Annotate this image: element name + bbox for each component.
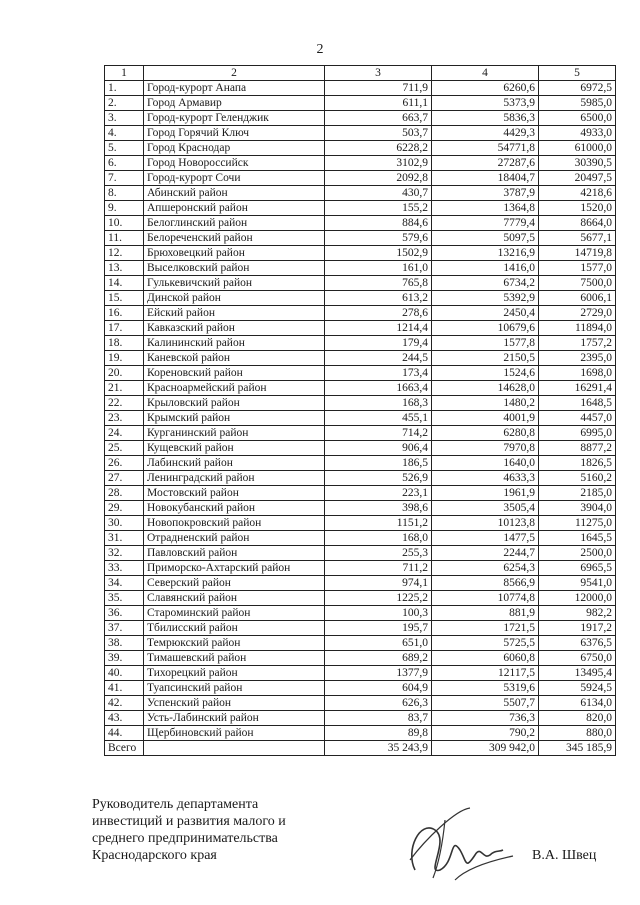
value-col4-cell: 10123,8 <box>432 516 539 531</box>
row-number-cell: 23. <box>105 411 144 426</box>
value-col3-cell: 714,2 <box>325 426 432 441</box>
value-col5-cell: 1698,0 <box>539 366 616 381</box>
municipality-cell: Белоглинский район <box>144 216 325 231</box>
value-col5-cell: 880,0 <box>539 726 616 741</box>
row-number-cell: 7. <box>105 171 144 186</box>
table-row <box>105 381 616 396</box>
value-col3-cell: 1151,2 <box>325 516 432 531</box>
value-col3-cell: 689,2 <box>325 651 432 666</box>
value-col5-cell: 2500,0 <box>539 546 616 561</box>
header-cell: 1 <box>105 66 144 81</box>
value-col5-cell: 11275,0 <box>539 516 616 531</box>
row-number-cell: 17. <box>105 321 144 336</box>
table-row <box>105 456 616 471</box>
table-row <box>105 186 616 201</box>
municipality-cell: Павловский район <box>144 546 325 561</box>
municipality-cell: Ленинградский район <box>144 471 325 486</box>
value-col3-cell: 1225,2 <box>325 591 432 606</box>
value-col5-cell: 820,0 <box>539 711 616 726</box>
value-col3-cell: 244,5 <box>325 351 432 366</box>
municipality-cell: Мостовский район <box>144 486 325 501</box>
municipality-cell: Староминский район <box>144 606 325 621</box>
value-col3-cell: 179,4 <box>325 336 432 351</box>
value-col5-cell: 6500,0 <box>539 111 616 126</box>
total-label-cell: Всего <box>105 741 144 756</box>
table-row <box>105 276 616 291</box>
municipality-cell: Лабинский район <box>144 456 325 471</box>
value-col4-cell: 1524,6 <box>432 366 539 381</box>
value-col4-cell: 6260,6 <box>432 81 539 96</box>
municipality-cell: Город-курорт Геленджик <box>144 111 325 126</box>
value-col4-cell: 1416,0 <box>432 261 539 276</box>
table-row <box>105 591 616 606</box>
table-row <box>105 561 616 576</box>
value-col3-cell: 1663,4 <box>325 381 432 396</box>
value-col5-cell: 6006,1 <box>539 291 616 306</box>
municipality-cell: Курганинский район <box>144 426 325 441</box>
municipality-cell: Абинский район <box>144 186 325 201</box>
value-col3-cell: 168,3 <box>325 396 432 411</box>
row-number-cell: 24. <box>105 426 144 441</box>
row-number-cell: 25. <box>105 441 144 456</box>
municipality-cell: Кущевский район <box>144 441 325 456</box>
value-col3-cell: 579,6 <box>325 231 432 246</box>
table-row <box>105 426 616 441</box>
value-col4-cell: 1721,5 <box>432 621 539 636</box>
row-number-cell: 29. <box>105 501 144 516</box>
value-col5-cell: 5985,0 <box>539 96 616 111</box>
table-row <box>105 621 616 636</box>
value-col3-cell: 651,0 <box>325 636 432 651</box>
value-col3-cell: 663,7 <box>325 111 432 126</box>
value-col5-cell: 61000,0 <box>539 141 616 156</box>
municipality-cell: Тбилисский район <box>144 621 325 636</box>
value-col5-cell: 1645,5 <box>539 531 616 546</box>
value-col4-cell: 2244,7 <box>432 546 539 561</box>
table-row <box>105 156 616 171</box>
table-row <box>105 486 616 501</box>
table-row <box>105 291 616 306</box>
value-col3-cell: 711,2 <box>325 561 432 576</box>
row-number-cell: 9. <box>105 201 144 216</box>
value-col3-cell: 430,7 <box>325 186 432 201</box>
municipality-cell: Туапсинский район <box>144 681 325 696</box>
row-number-cell: 41. <box>105 681 144 696</box>
municipality-cell: Город Новороссийск <box>144 156 325 171</box>
value-col5-cell: 9541,0 <box>539 576 616 591</box>
row-number-cell: 35. <box>105 591 144 606</box>
value-col3-cell: 1377,9 <box>325 666 432 681</box>
value-col4-cell: 7779,4 <box>432 216 539 231</box>
table-row <box>105 351 616 366</box>
value-col5-cell: 1520,0 <box>539 201 616 216</box>
row-number-cell: 28. <box>105 486 144 501</box>
header-cell: 2 <box>144 66 325 81</box>
row-number-cell: 30. <box>105 516 144 531</box>
municipality-cell: Динской район <box>144 291 325 306</box>
value-col4-cell: 736,3 <box>432 711 539 726</box>
table-row <box>105 231 616 246</box>
table-row <box>105 516 616 531</box>
value-col4-cell: 10679,6 <box>432 321 539 336</box>
value-col3-cell: 6228,2 <box>325 141 432 156</box>
value-col4-cell: 1961,9 <box>432 486 539 501</box>
municipality-cell: Город Горячий Ключ <box>144 126 325 141</box>
table-row <box>105 111 616 126</box>
table-row <box>105 126 616 141</box>
value-col5-cell: 1826,5 <box>539 456 616 471</box>
row-number-cell: 43. <box>105 711 144 726</box>
table-row <box>105 81 616 96</box>
value-col3-cell: 765,8 <box>325 276 432 291</box>
value-col3-cell: 455,1 <box>325 411 432 426</box>
value-col5-cell: 6376,5 <box>539 636 616 651</box>
value-col3-cell: 3102,9 <box>325 156 432 171</box>
table-row <box>105 321 616 336</box>
municipality-cell: Приморско-Ахтарский район <box>144 561 325 576</box>
value-col4-cell: 3505,4 <box>432 501 539 516</box>
table-row <box>105 216 616 231</box>
municipality-cell: Город Краснодар <box>144 141 325 156</box>
row-number-cell: 34. <box>105 576 144 591</box>
value-col5-cell: 20497,5 <box>539 171 616 186</box>
row-number-cell: 39. <box>105 651 144 666</box>
signature-line: инвестиций и развития малого и <box>92 814 286 829</box>
table-row <box>105 96 616 111</box>
municipality-cell: Ейский район <box>144 306 325 321</box>
value-col3-cell: 1214,4 <box>325 321 432 336</box>
municipality-cell: Апшеронский район <box>144 201 325 216</box>
table-row <box>105 501 616 516</box>
value-col4-cell: 14628,0 <box>432 381 539 396</box>
value-col3-cell: 168,0 <box>325 531 432 546</box>
value-col5-cell: 2395,0 <box>539 351 616 366</box>
municipality-cell: Отрадненский район <box>144 531 325 546</box>
value-col3-cell: 223,1 <box>325 486 432 501</box>
municipality-cell: Славянский район <box>144 591 325 606</box>
row-number-cell: 18. <box>105 336 144 351</box>
value-col4-cell: 54771,8 <box>432 141 539 156</box>
table-row <box>105 636 616 651</box>
row-number-cell: 27. <box>105 471 144 486</box>
value-col4-cell: 4429,3 <box>432 126 539 141</box>
value-col4-cell: 5507,7 <box>432 696 539 711</box>
row-number-cell: 38. <box>105 636 144 651</box>
value-col4-cell: 12117,5 <box>432 666 539 681</box>
row-number-cell: 1. <box>105 81 144 96</box>
table-row <box>105 471 616 486</box>
value-col3-cell: 2092,8 <box>325 171 432 186</box>
value-col5-cell: 7500,0 <box>539 276 616 291</box>
table-row <box>105 201 616 216</box>
value-col5-cell: 2185,0 <box>539 486 616 501</box>
table-row <box>105 141 616 156</box>
value-col4-cell: 5097,5 <box>432 231 539 246</box>
table-row <box>105 576 616 591</box>
value-col3-cell: 974,1 <box>325 576 432 591</box>
value-col3-cell: 906,4 <box>325 441 432 456</box>
signature-line: среднего предпринимательства <box>92 831 278 846</box>
municipality-cell: Кореновский район <box>144 366 325 381</box>
value-col3-cell: 398,6 <box>325 501 432 516</box>
value-col5-cell: 5924,5 <box>539 681 616 696</box>
value-col5-cell: 12000,0 <box>539 591 616 606</box>
value-col5-cell: 4218,6 <box>539 186 616 201</box>
municipality-cell: Темрюкский район <box>144 636 325 651</box>
value-col3-cell: 711,9 <box>325 81 432 96</box>
table-row <box>105 696 616 711</box>
value-col4-cell: 5725,5 <box>432 636 539 651</box>
value-col5-cell: 6134,0 <box>539 696 616 711</box>
municipality-cell: Крымский район <box>144 411 325 426</box>
page-number: 2 <box>316 42 324 57</box>
municipality-cell: Крыловский район <box>144 396 325 411</box>
row-number-cell: 19. <box>105 351 144 366</box>
total-row <box>105 741 616 756</box>
row-number-cell: 33. <box>105 561 144 576</box>
header-cell: 5 <box>539 66 616 81</box>
value-col5-cell: 6965,5 <box>539 561 616 576</box>
value-col4-cell: 6060,8 <box>432 651 539 666</box>
value-col5-cell: 4457,0 <box>539 411 616 426</box>
row-number-cell: 20. <box>105 366 144 381</box>
value-col4-cell: 10774,8 <box>432 591 539 606</box>
value-col3-cell: 173,4 <box>325 366 432 381</box>
value-col4-cell: 5836,3 <box>432 111 539 126</box>
value-col4-cell: 6254,3 <box>432 561 539 576</box>
value-col4-cell: 5319,6 <box>432 681 539 696</box>
table-row <box>105 546 616 561</box>
row-number-cell: 8. <box>105 186 144 201</box>
value-col3-cell: 613,2 <box>325 291 432 306</box>
table-row <box>105 261 616 276</box>
value-col5-cell: 14719,8 <box>539 246 616 261</box>
total-col4-cell: 309 942,0 <box>432 741 539 756</box>
table-row <box>105 666 616 681</box>
row-number-cell: 11. <box>105 231 144 246</box>
table-row <box>105 651 616 666</box>
value-col4-cell: 13216,9 <box>432 246 539 261</box>
value-col4-cell: 27287,6 <box>432 156 539 171</box>
value-col5-cell: 5677,1 <box>539 231 616 246</box>
value-col4-cell: 1640,0 <box>432 456 539 471</box>
value-col5-cell: 6750,0 <box>539 651 616 666</box>
value-col3-cell: 1502,9 <box>325 246 432 261</box>
value-col4-cell: 881,9 <box>432 606 539 621</box>
municipality-cell: Город Армавир <box>144 96 325 111</box>
value-col5-cell: 1757,2 <box>539 336 616 351</box>
value-col4-cell: 5373,9 <box>432 96 539 111</box>
value-col3-cell: 626,3 <box>325 696 432 711</box>
value-col5-cell: 3904,0 <box>539 501 616 516</box>
municipality-cell: Усть-Лабинский район <box>144 711 325 726</box>
municipality-cell: Новокубанский район <box>144 501 325 516</box>
table-row <box>105 726 616 741</box>
value-col3-cell: 503,7 <box>325 126 432 141</box>
row-number-cell: 21. <box>105 381 144 396</box>
row-number-cell: 31. <box>105 531 144 546</box>
municipality-cell: Брюховецкий район <box>144 246 325 261</box>
total-col5-cell: 345 185,9 <box>539 741 616 756</box>
value-col3-cell: 155,2 <box>325 201 432 216</box>
value-col4-cell: 2450,4 <box>432 306 539 321</box>
row-number-cell: 37. <box>105 621 144 636</box>
row-number-cell: 26. <box>105 456 144 471</box>
row-number-cell: 32. <box>105 546 144 561</box>
signature-line: Краснодарского края <box>92 848 217 863</box>
value-col3-cell: 255,3 <box>325 546 432 561</box>
value-col3-cell: 604,9 <box>325 681 432 696</box>
value-col4-cell: 1480,2 <box>432 396 539 411</box>
row-number-cell: 36. <box>105 606 144 621</box>
municipality-cell: Калининский район <box>144 336 325 351</box>
row-number-cell: 12. <box>105 246 144 261</box>
value-col5-cell: 8877,2 <box>539 441 616 456</box>
table-row <box>105 681 616 696</box>
municipality-cell: Гулькевичский район <box>144 276 325 291</box>
table-body <box>105 66 616 756</box>
value-col5-cell: 11894,0 <box>539 321 616 336</box>
value-col4-cell: 8566,9 <box>432 576 539 591</box>
municipality-cell: Город-курорт Сочи <box>144 171 325 186</box>
value-col4-cell: 5392,9 <box>432 291 539 306</box>
value-col5-cell: 1917,2 <box>539 621 616 636</box>
row-number-cell: 13. <box>105 261 144 276</box>
value-col3-cell: 186,5 <box>325 456 432 471</box>
value-col5-cell: 6972,5 <box>539 81 616 96</box>
value-col3-cell: 89,8 <box>325 726 432 741</box>
row-number-cell: 16. <box>105 306 144 321</box>
value-col3-cell: 83,7 <box>325 711 432 726</box>
value-col4-cell: 3787,9 <box>432 186 539 201</box>
value-col5-cell: 6995,0 <box>539 426 616 441</box>
value-col3-cell: 278,6 <box>325 306 432 321</box>
value-col4-cell: 1364,8 <box>432 201 539 216</box>
row-number-cell: 15. <box>105 291 144 306</box>
row-number-cell: 5. <box>105 141 144 156</box>
row-number-cell: 42. <box>105 696 144 711</box>
signature-line: Руководитель департамента <box>92 797 259 812</box>
municipality-cell: Выселковский район <box>144 261 325 276</box>
row-number-cell: 4. <box>105 126 144 141</box>
row-number-cell: 6. <box>105 156 144 171</box>
row-number-cell: 3. <box>105 111 144 126</box>
header-cell: 3 <box>325 66 432 81</box>
value-col5-cell: 2729,0 <box>539 306 616 321</box>
value-col3-cell: 611,1 <box>325 96 432 111</box>
value-col4-cell: 4001,9 <box>432 411 539 426</box>
row-number-cell: 2. <box>105 96 144 111</box>
row-number-cell: 44. <box>105 726 144 741</box>
table-header-row <box>105 66 616 81</box>
value-col3-cell: 884,6 <box>325 216 432 231</box>
value-col5-cell: 1648,5 <box>539 396 616 411</box>
total-col3-cell: 35 243,9 <box>325 741 432 756</box>
row-number-cell: 10. <box>105 216 144 231</box>
value-col3-cell: 526,9 <box>325 471 432 486</box>
municipality-cell: Красноармейский район <box>144 381 325 396</box>
value-col3-cell: 100,3 <box>325 606 432 621</box>
municipality-cell: Щербиновский район <box>144 726 325 741</box>
table-row <box>105 246 616 261</box>
municipality-cell: Кавказский район <box>144 321 325 336</box>
header-cell: 4 <box>432 66 539 81</box>
value-col4-cell: 790,2 <box>432 726 539 741</box>
table-row <box>105 306 616 321</box>
total-empty-cell <box>144 741 325 756</box>
value-col4-cell: 6280,8 <box>432 426 539 441</box>
municipality-cell: Тихорецкий район <box>144 666 325 681</box>
value-col5-cell: 982,2 <box>539 606 616 621</box>
value-col5-cell: 1577,0 <box>539 261 616 276</box>
table-row <box>105 606 616 621</box>
municipality-cell: Каневской район <box>144 351 325 366</box>
municipality-cell: Новопокровский район <box>144 516 325 531</box>
signature-block <box>92 796 286 864</box>
table-row <box>105 396 616 411</box>
value-col3-cell: 161,0 <box>325 261 432 276</box>
handwritten-signature <box>395 800 525 890</box>
value-col5-cell: 5160,2 <box>539 471 616 486</box>
municipality-cell: Северский район <box>144 576 325 591</box>
table-row <box>105 336 616 351</box>
table-row <box>105 441 616 456</box>
value-col4-cell: 18404,7 <box>432 171 539 186</box>
value-col5-cell: 4933,0 <box>539 126 616 141</box>
municipality-cell: Успенский район <box>144 696 325 711</box>
signatory-name: В.А. Швец <box>532 848 597 863</box>
municipality-cell: Город-курорт Анапа <box>144 81 325 96</box>
value-col4-cell: 4633,3 <box>432 471 539 486</box>
value-col3-cell: 195,7 <box>325 621 432 636</box>
table-row <box>105 711 616 726</box>
value-col5-cell: 8664,0 <box>539 216 616 231</box>
value-col4-cell: 1577,8 <box>432 336 539 351</box>
value-col4-cell: 2150,5 <box>432 351 539 366</box>
municipality-cell: Белореченский район <box>144 231 325 246</box>
data-table <box>104 65 616 756</box>
value-col5-cell: 16291,4 <box>539 381 616 396</box>
table-row <box>105 366 616 381</box>
value-col5-cell: 30390,5 <box>539 156 616 171</box>
row-number-cell: 22. <box>105 396 144 411</box>
table-row <box>105 531 616 546</box>
value-col5-cell: 13495,4 <box>539 666 616 681</box>
table-row <box>105 411 616 426</box>
row-number-cell: 40. <box>105 666 144 681</box>
value-col4-cell: 6734,2 <box>432 276 539 291</box>
row-number-cell: 14. <box>105 276 144 291</box>
municipality-cell: Тимашевский район <box>144 651 325 666</box>
table-row <box>105 171 616 186</box>
value-col4-cell: 1477,5 <box>432 531 539 546</box>
value-col4-cell: 7970,8 <box>432 441 539 456</box>
